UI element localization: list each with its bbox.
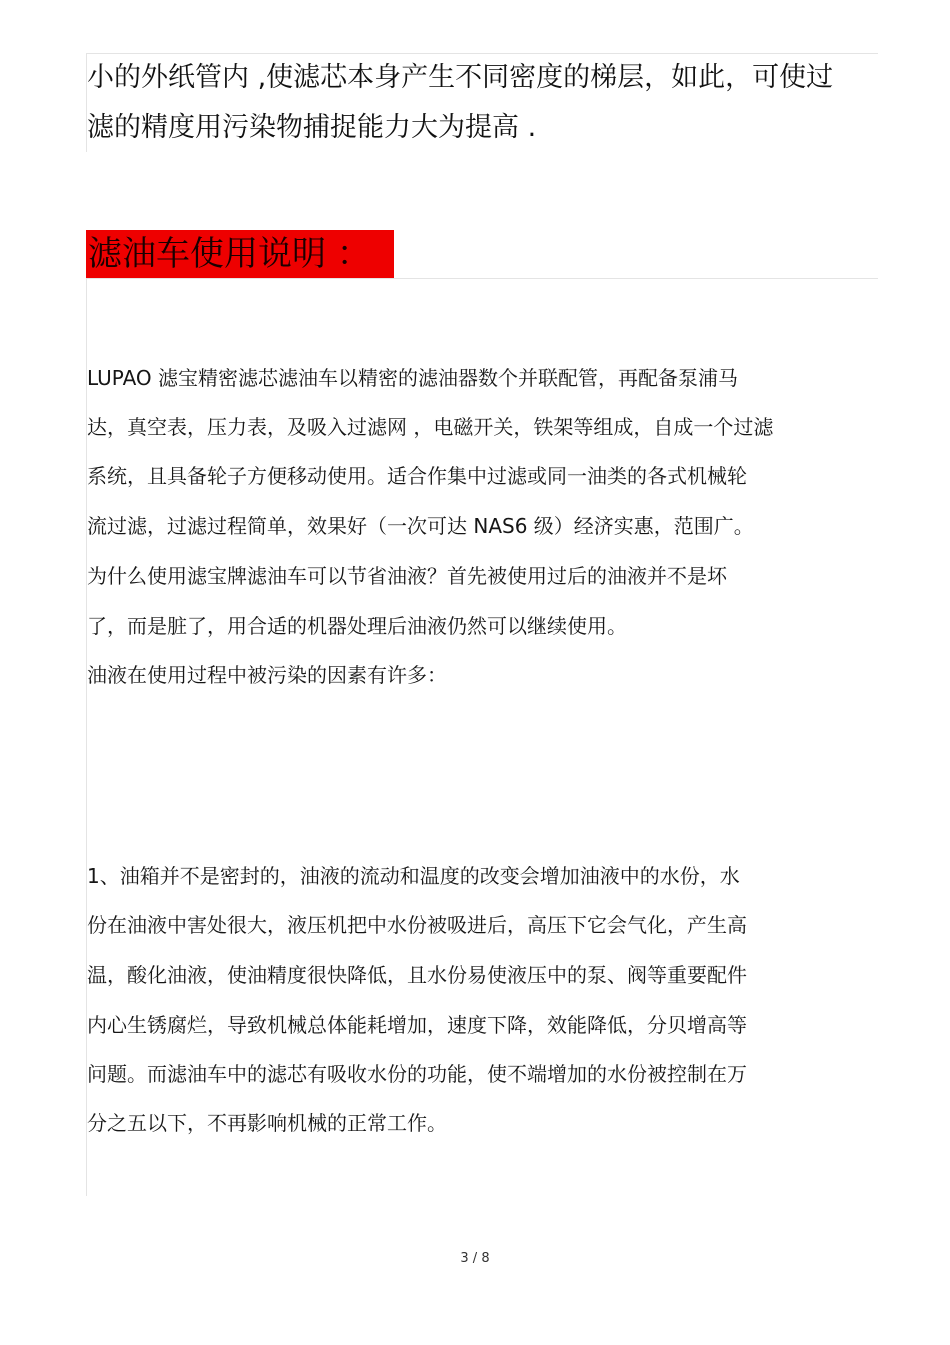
paragraph2-line-3: 温，酸化油液，使油精度很快降低，且水份易使液压中的泵、阀等重要配件 (87, 963, 747, 987)
paragraph1-line-1: LUPAO 滤宝精密滤芯滤油车以精密的滤油器数个并联配管，再配备泵浦马 (87, 366, 738, 390)
paragraph2-line-2: 份在油液中害处很大，液压机把中水份被吸进后，高压下它会气化，产生高 (87, 913, 747, 937)
paragraph1-line-7: 油液在使用过程中被污染的因素有许多： (87, 663, 447, 687)
paragraph1-line-6: 了，而是脏了，用合适的机器处理后油液仍然可以继续使用。 (87, 614, 627, 638)
paragraph1-line-2: 达，真空表，压力表，及吸入过滤网 ，电磁开关，铁架等组成，自成一个过滤 (87, 415, 774, 439)
paragraph1-line-5: 为什么使用滤宝牌滤油车可以节省油液？首先被使用过后的油液并不是坏 (87, 564, 727, 588)
paragraph1-line-4: 流过滤，过滤过程简单，效果好（一次可达 NAS6 级）经济实惠，范围广。 (87, 514, 754, 538)
section-heading: 滤油车使用说明 ： (88, 234, 371, 274)
paragraph1-line-3: 系统，且具备轮子方便移动使用。适合作集中过滤或同一油类的各式机械轮 (87, 464, 747, 488)
intro-line-2: 滤的精度用污染物捕捉能力大为提高 . (87, 112, 537, 143)
paragraph2-line-4: 内心生锈腐烂，导致机械总体能耗增加，速度下降，效能降低，分贝增高等 (87, 1013, 747, 1037)
page-number: 3 / 8 (460, 1251, 490, 1266)
top-rule (86, 53, 878, 54)
paragraph2-line-1: 1、油箱并不是密封的，油液的流动和温度的改变会增加油液中的水份，水 (87, 864, 740, 888)
heading-underline-rule (86, 278, 878, 279)
intro-line-1: 小的外纸管内 ,使滤芯本身产生不同密度的梯层，如此，可使过 (87, 62, 834, 93)
paragraph2-line-5: 问题。而滤油车中的滤芯有吸收水份的功能，使不端增加的水份被控制在万 (87, 1062, 747, 1086)
paragraph2-line-6: 分之五以下，不再影响机械的正常工作。 (87, 1111, 447, 1135)
